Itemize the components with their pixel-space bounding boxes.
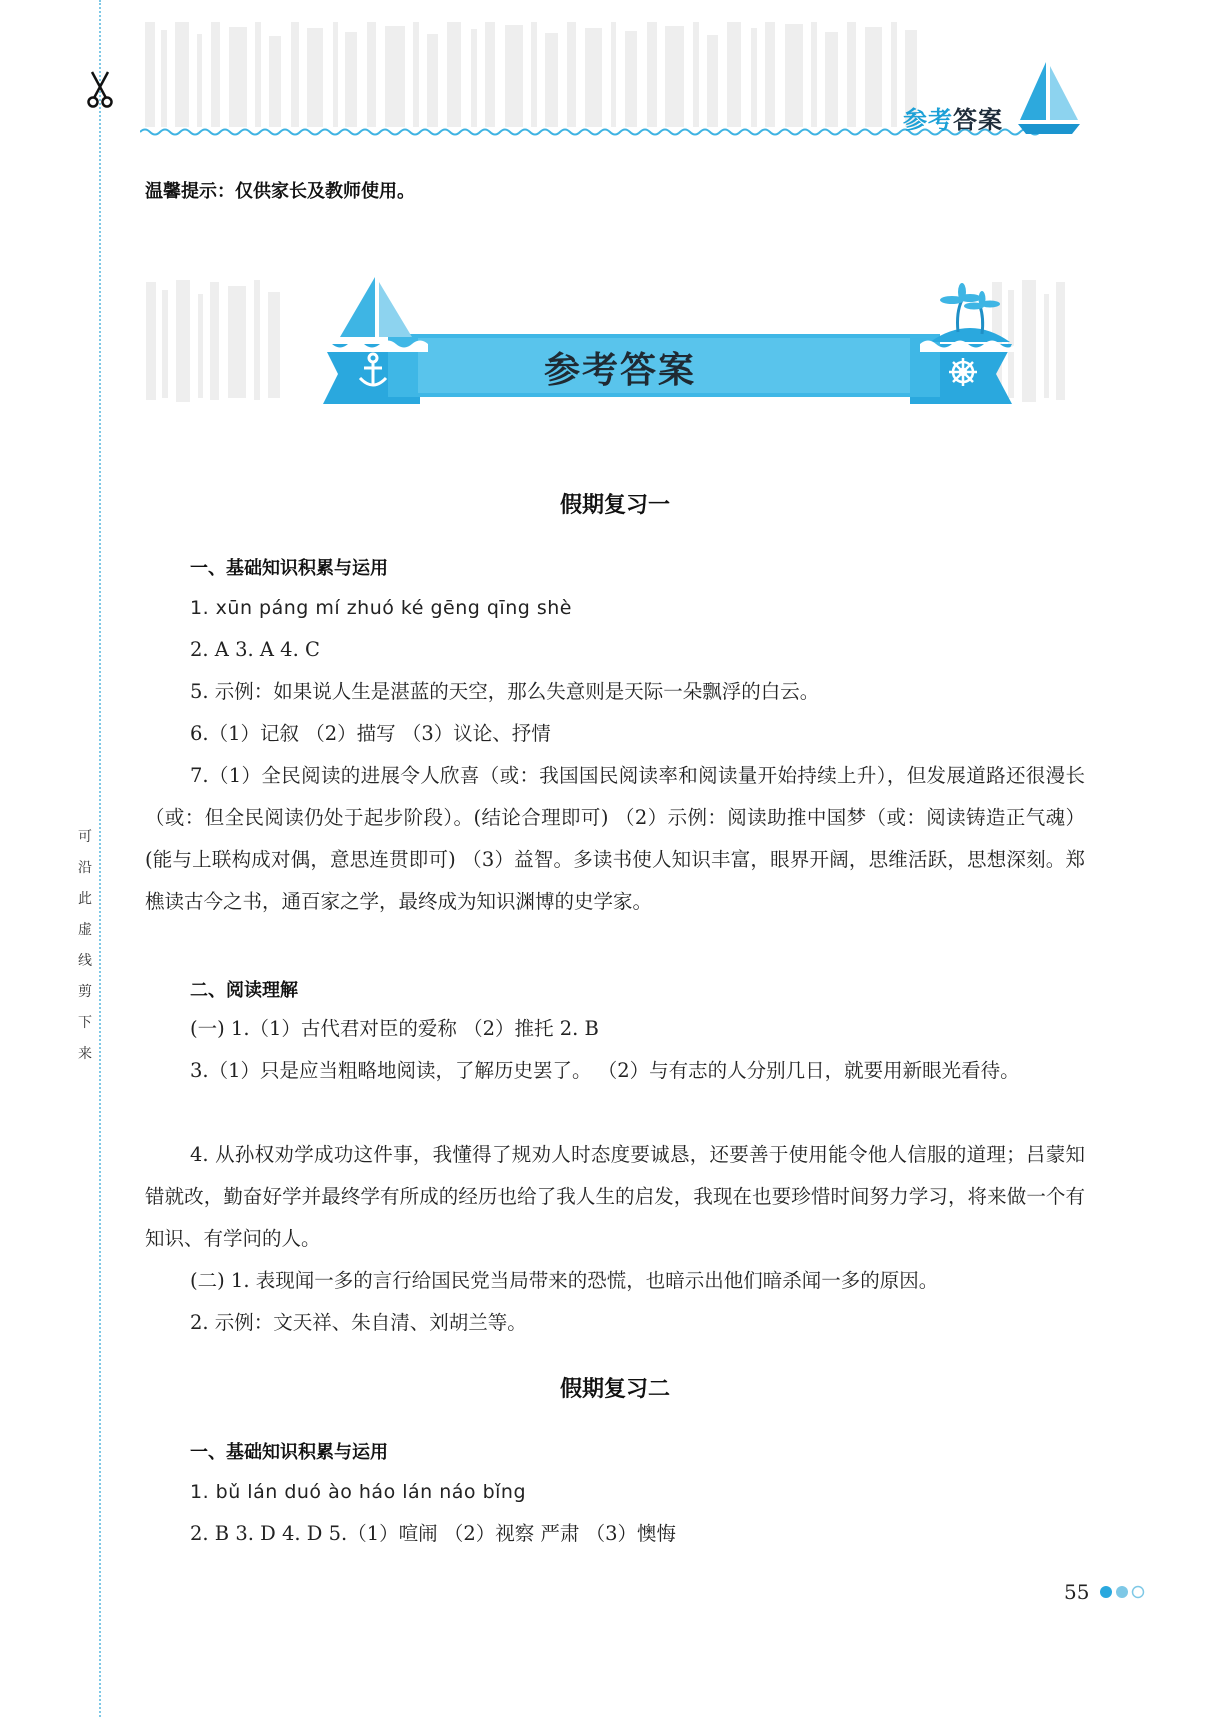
scissors-icon [86,70,114,110]
answer-line: 1. xūn páng mí zhuó ké gēng qīng shè [190,597,572,619]
cut-guide-line [99,0,101,1717]
cut-note-char: 虚 [78,922,92,938]
page-dots-decoration [1098,1584,1146,1600]
parent-teacher-tip: 温馨提示：仅供家长及教师使用。 [145,181,415,202]
cut-note-char: 线 [78,953,92,969]
part-heading: 二、阅读理解 [190,980,298,1001]
cut-note-char: 可 [78,829,92,845]
part-heading: 一、基础知识积累与运用 [190,558,388,579]
sailboat-icon [1016,62,1082,138]
answer-line: 2. A 3. A 4. C [190,638,320,661]
answer-line: (二) 1. 表现闻一多的言行给国民党当局带来的恐慌，也暗示出他们暗杀闻一多的原因。 [190,1269,939,1292]
answer-paragraph: 7.（1）全民阅读的进展令人欣喜（或：我国国民阅读率和阅读量开始持续上升），但发展道路还很漫长（或：但全民阅读仍处于起步阶段）。(结论合理即可) （2）示例：阅读助推中国梦（或：阅读铸造正气魂）(能与上联构成对偶，意思连贯即可) （3）益智。多读书使人知识丰富，眼界开阔，思维活跃，思想深刻。郑樵读古今之书，通百家之学，最终成为知识渊博的史学家。 [145,764,1085,913]
answer-line: 5. 示例：如果说人生是湛蓝的天空，那么失意则是天际一朵飘浮的白云。 [190,680,820,703]
cut-note-char: 下 [78,1015,92,1031]
part-heading: 一、基础知识积累与运用 [190,1442,388,1463]
answer-line: 2. 示例：文天祥、朱自清、刘胡兰等。 [190,1311,527,1334]
answer-line: 6.（1）记叙 （2）描写 （3）议论、抒情 [190,722,551,745]
header-title [903,100,1003,135]
header-title-accent: 参考 [903,106,953,134]
answer-paragraph: 3.（1）只是应当粗略地阅读，了解历史罢了。 （2）与有志的人分别几日，就要用新眼光看待。 [190,1059,1020,1082]
answer-paragraph: 4. 从孙权劝学成功这件事，我懂得了规劝人时态度要诚恳，还要善于使用能令他人信服的道理；吕蒙知错就改，勤奋好学并最终学有所成的经历也给了我人生的启发，我现在也要珍惜时间努力学习，将来做一个有知识、有学问的人。 [145,1143,1085,1250]
banner-title: 参考答案 [543,350,696,391]
answer-line: (一) 1.（1）古代君对臣的爱称 （2）推托 2. B [190,1017,599,1040]
cut-note-char: 此 [78,891,92,907]
cut-note-char: 来 [78,1046,92,1062]
section-title: 假期复习二 [559,1376,670,1402]
header-title-dark: 答案 [953,106,1003,134]
cut-note-char: 沿 [78,860,92,876]
page-number: 55 [1064,1580,1090,1604]
section-title: 假期复习一 [559,492,670,518]
cut-note-char: 剪 [78,984,92,1000]
cut-note [75,822,95,1070]
answer-line: 1. bǔ lán duó ào háo lán náo bǐng [190,1481,527,1503]
answer-line: 2. B 3. D 4. D 5.（1）喧闹 （2）视察 严肃 （3）懊悔 [190,1522,677,1545]
